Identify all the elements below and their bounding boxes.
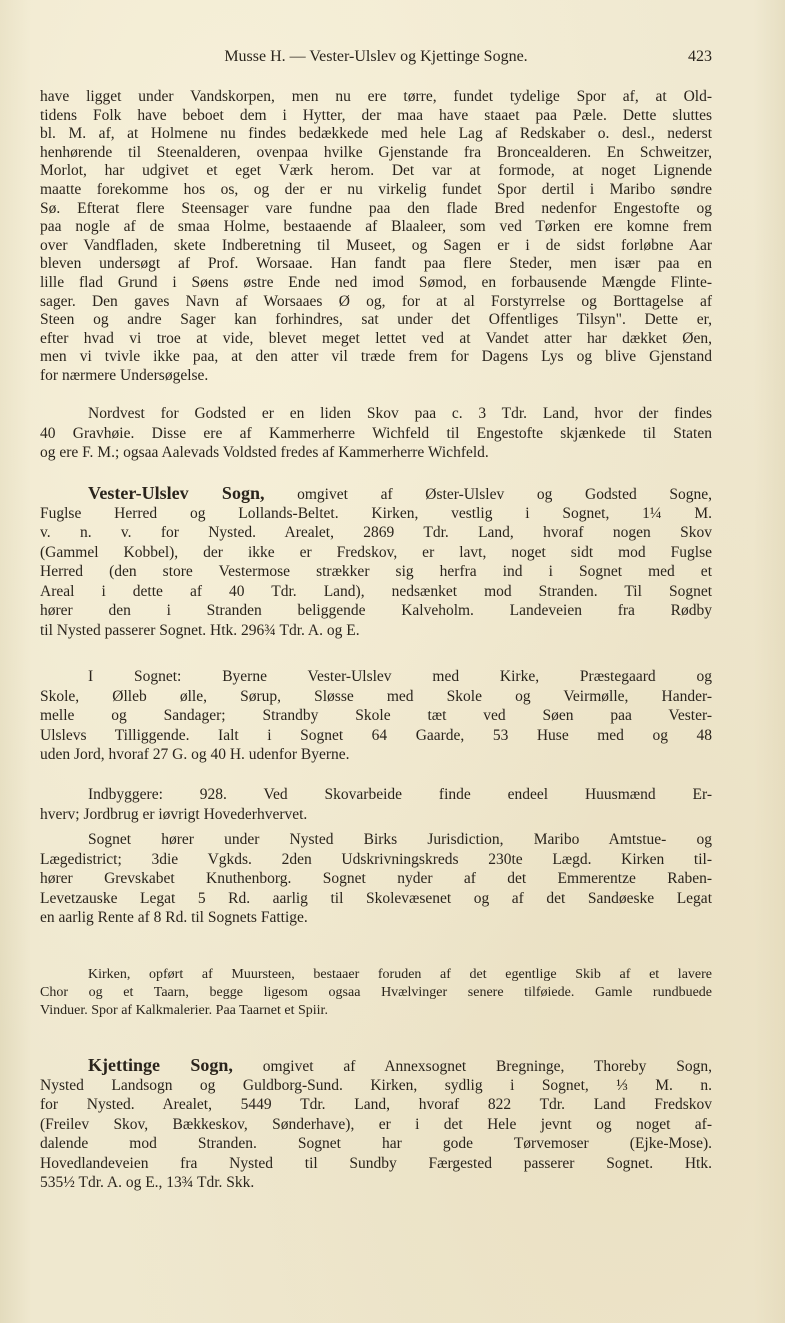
running-title: Musse H. — Vester-Ulslev og Kjettinge Sogne.	[224, 48, 528, 65]
text-line: Morlot, har udgivet et eget Værk herom. Det var at formode, at noget Lignende	[40, 162, 712, 180]
text-line: melle og Sandager; Strandby Skole tæt ved Søen paa Vester-	[40, 707, 712, 724]
text-line: Hovedlandeveien fra Nysted til Sundby Færgested passerer Sognet. Htk.	[40, 1154, 712, 1172]
text-line: Steen og andre Sager kan forhindres, sat under det Offentliges Tilsyn". Dette er,	[40, 311, 712, 329]
text-line: bleven undersøgt af Prof. Worsaae. Han fandt paa flere Steder, men især paa en	[40, 255, 712, 273]
text-line: Lægedistrict; 3die Vgkds. 2den Udskrivningskreds 230te Lægd. Kirken til-	[40, 850, 712, 868]
paragraph-vester-ulslev-localities	[40, 667, 712, 765]
text-line: efter hvad vi troe at vide, blevet meget lettet ved at Vandet atter har dækket Øen,	[40, 329, 712, 347]
paragraph-vester-ulslev-population	[40, 785, 712, 824]
text-line: v. n. v. for Nysted. Arealet, 2869 Tdr. Land, hvoraf nogen Skov	[40, 524, 712, 541]
text-line: hører den i Stranden beliggende Kalveholm. Landeveien fra Rødby	[40, 602, 712, 619]
text-line: for Nysted. Arealet, 5449 Tdr. Land, hvoraf 822 Tdr. Land Fredskov	[40, 1096, 712, 1113]
paragraph-gravhoie	[40, 404, 712, 463]
text-line: (Gammel Kobbel), der ikke er Fredskov, er lavt, noget sidt mod Fuglse	[40, 543, 712, 561]
text-line: Vinduer. Spor af Kalkmalerier. Paa Taarnet et Spiir.	[40, 1003, 328, 1018]
text-line: Herred (den store Vestermose strækker sig herfra ind i Sognet med et	[40, 563, 712, 580]
text-line	[40, 1056, 712, 1076]
text-line: hverv; Jordbrug er iøvrigt Hovederhvervet.	[40, 805, 308, 823]
paragraph-lake-dwellings	[40, 88, 712, 386]
text-line	[40, 484, 712, 504]
section-vester-ulslev-sogn	[40, 484, 712, 640]
text-line: til Nysted passerer Sognet. Htk. 296¾ Tdr. A. og E.	[40, 621, 360, 639]
text-line: 40 Gravhøie. Disse ere af Kammerherre Wichfeld til Engestofte skjænkede til Staten	[40, 424, 712, 442]
text-line: Fuglse Herred og Lollands-Beltet. Kirken, vestlig i Sognet, 1¼ M.	[40, 504, 712, 522]
text-line: Nysted Landsogn og Guldborg-Sund. Kirken, sydlig i Sognet, ⅓ M. n.	[40, 1076, 712, 1094]
text-line: Sø. Efterat flere Steensager vare fundne paa den flade Bred nedenfor Engestofte og	[40, 199, 712, 217]
text-line: paa nogle af de smaa Holme, bestaaende af Blaaleer, som ved Tørken ere komne frem	[40, 218, 712, 236]
text-line: Nordvest for Godsted er en liden Skov paa c. 3 Tdr. Land, hvor der findes	[88, 405, 712, 422]
page-number: 423	[688, 48, 712, 65]
text-line: for nærmere Undersøgelse.	[40, 366, 209, 384]
paragraph-vester-ulslev-jurisdiction	[40, 830, 712, 928]
text-line: Skole, Ølleb ølle, Sørup, Sløsse med Skole og Veirmølle, Hander-	[40, 687, 712, 705]
text-line: men vi tvivle ikke paa, at den atter vil træde frem for Dagens Lys og blive Gjenstand	[40, 348, 712, 366]
text-line: Kirken, opført af Muursteen, bestaaer foruden af det egentlige Skib af et lavere	[88, 967, 712, 982]
text-line: Chor og et Taarn, begge ligesom ogsaa Hvælvinger senere tilføiede. Gamle rundbuede	[40, 985, 712, 1000]
text-line: I Sognet: Byerne Vester-Ulslev med Kirke, Præstegaard og	[88, 668, 712, 685]
text-line: maatte forekomme hos os, og der er nu virkelig fundet Spor dertil i Maribo søndre	[40, 180, 712, 198]
text-line-rest: omgivet af Øster-Ulslev og Godsted Sogne,	[297, 486, 712, 503]
running-header	[40, 48, 712, 70]
text-line: 535½ Tdr. A. og E., 13¾ Tdr. Skk.	[40, 1174, 255, 1191]
text-line: henhørende til Steenalderen, ovenpaa hvilke Gjenstande fra Broncealderen. En Schweitzer,	[40, 143, 712, 161]
text-line: Indbyggere: 928. Ved Skovarbeide finde endeel Huusmænd Er-	[88, 786, 712, 803]
section-kjettinge-sogn	[40, 1056, 712, 1193]
text-line: hører Grevskabet Knuthenborg. Sognet nyder af det Emmerentze Raben-	[40, 870, 712, 887]
text-line: tidens Folk have beboet dem i Hytter, der maa have staaet paa Pæle. Dette sluttes	[40, 106, 712, 124]
paragraph-vester-ulslev-church	[40, 966, 712, 1020]
text-line: sager. Den gaves Navn af Worsaaes Ø og, for at al Forstyrrelse og Borttagelse af	[40, 292, 712, 310]
text-line: over Vandfladen, skete Indberetning til Museet, og Sagen er i de sidst forløbne Aar	[40, 236, 712, 254]
text-line-rest: omgivet af Annexsognet Bregninge, Thoreby Sogn,	[262, 1058, 712, 1075]
section-heading: Kjettinge Sogn,	[88, 1055, 233, 1075]
text-line: have ligget under Vandskorpen, men nu ere tørre, fundet tydelige Spor af, at Old-	[40, 88, 712, 105]
text-line: Sognet hører under Nysted Birks Jurisdiction, Maribo Amtstue- og	[88, 831, 712, 848]
text-line: (Freilev Skov, Bækkeskov, Sønderhave), er i det Hele jevnt og noget af-	[40, 1115, 712, 1133]
text-line: dalende mod Stranden. Sognet har gode Tørvemoser (Ejke-Mose).	[40, 1135, 712, 1152]
text-line: Levetzauske Legat 5 Rd. aarlig til Skolevæsenet og af det Sandøeske Legat	[40, 889, 712, 907]
text-line: uden Jord, hvoraf 27 G. og 40 H. udenfor Byerne.	[40, 746, 350, 763]
text-line: en aarlig Rente af 8 Rd. til Sognets Fattige.	[40, 909, 308, 926]
section-heading: Vester-Ulslev Sogn,	[88, 483, 265, 503]
text-line: Areal i dette af 40 Tdr. Land), nedsænket mod Stranden. Til Sognet	[40, 582, 712, 600]
text-line: og ere F. M.; ogsaa Aalevads Voldsted fredes af Kammerherre Wichfeld.	[40, 444, 489, 461]
text-line: lille flad Grund i Søens østre Ende ned imod Sømod, en forbausende Mængde Flinte-	[40, 273, 712, 291]
text-line: bl. M. af, at Holmene nu findes bedækkede med hele Lag af Redskaber o. desl., nederst	[40, 125, 712, 143]
text-line: Ulslevs Tilliggende. Ialt i Sognet 64 Gaarde, 53 Huse med og 48	[40, 726, 712, 744]
